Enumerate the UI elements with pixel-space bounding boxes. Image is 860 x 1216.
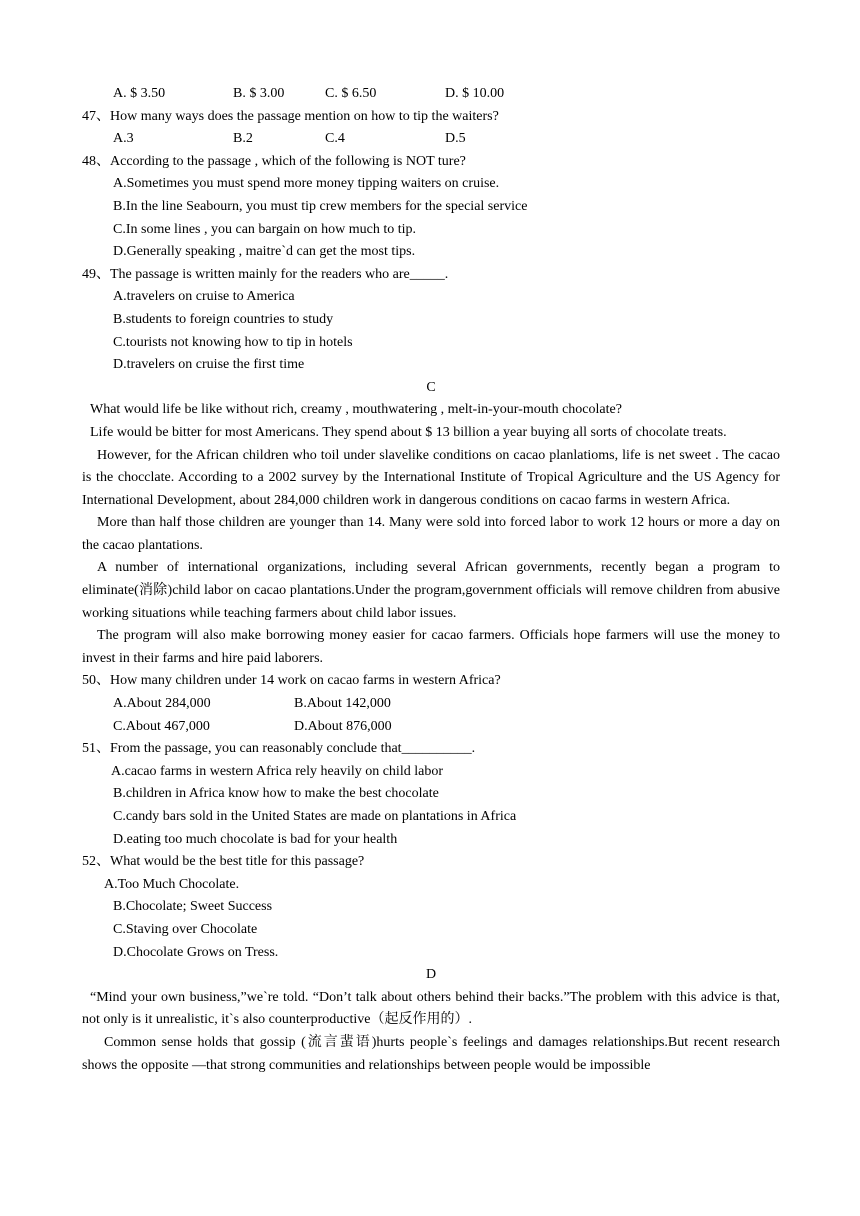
q50-stem: 50、How many children under 14 work on cacao farms in western Africa? xyxy=(82,673,501,689)
q50-option-d: D.About 876,000 xyxy=(294,718,392,734)
q46-options xyxy=(82,83,780,106)
q51-option-b: B.children in Africa know how to make the best chocolate xyxy=(113,786,439,802)
section-d-paragraph: Common sense holds that gossip (流言蜚语)hurts people`s feelings and damages relationships.But recent research shows the opposite —that strong communities and relationships between people would be impossible xyxy=(82,1034,780,1073)
q49-option-a: A.travelers on cruise to America xyxy=(113,289,295,305)
q49-option-d: D.travelers on cruise the first time xyxy=(113,357,305,373)
q47-option-b: B.2 xyxy=(233,131,253,147)
q50-option-b: B.About 142,000 xyxy=(294,696,391,712)
q48-option-b: B.In the line Seabourn, you must tip crew members for the special service xyxy=(113,198,528,214)
q46-option-d: D. $ 10.00 xyxy=(445,86,505,101)
section-c-paragraph: What would life be like without rich, creamy , mouthwatering , melt-in-your-mouth chocolate? xyxy=(90,402,622,418)
q46-option-a: A. $ 3.50 xyxy=(113,86,166,101)
section-c-paragraph: However, for the African children who toil under slavelike conditions on cacao planlatioms, life is net sweet . The cacao is the chocclate. According to a 2002 survey by the International Institute of Tropical Agriculture and the US Agency for International Development, about 284,000 children work in dangerous conditions on cacao farms in western Africa. xyxy=(82,447,780,508)
q48-option-a: A.Sometimes you must spend more money tipping waiters on cruise. xyxy=(113,176,500,192)
q47-stem: 47、How many ways does the passage mention on how to tip the waiters? xyxy=(82,108,499,124)
section-c-paragraph: The program will also make borrowing money easier for cacao farmers. Officials hope farmers will use the money to invest in their farms and hire paid laborers. xyxy=(82,628,780,666)
section-c-paragraph: A number of international organizations, including several African governments, recently began a program to eliminate(消除)child labor on cacao plantations.Under the program,government officials will remove children from abusive working situations while teaching farmers about child labor issues. xyxy=(82,560,780,621)
q52-option-b: B.Chocolate; Sweet Success xyxy=(113,899,273,915)
section-c-paragraph: More than half those children are younger than 14. Many were sold into forced labor to work 12 hours or more a day on the cacao plantations. xyxy=(82,515,780,553)
q51-option-d: D.eating too much chocolate is bad for your health xyxy=(113,831,398,847)
q47-option-a: A.3 xyxy=(113,131,134,147)
q46-option-c: C. $ 6.50 xyxy=(325,86,377,101)
q50-option-c: C.About 467,000 xyxy=(113,718,210,734)
section-c-paragraph: Life would be bitter for most Americans. They spend about $ 13 billion a year buying all sorts of chocolate treats. xyxy=(90,424,727,440)
section-d-heading: D xyxy=(425,967,437,983)
q50-options-row-1 xyxy=(82,693,780,716)
q48-option-c: C.In some lines , you can bargain on how much to tip. xyxy=(113,221,417,237)
q52-stem: 52、What would be the best title for this passage? xyxy=(82,854,365,870)
q49-stem: 49、The passage is written mainly for the readers who are_____. xyxy=(82,266,449,282)
q52-option-d: D.Chocolate Grows on Tress. xyxy=(113,944,279,960)
section-d-paragraph: “Mind your own business,”we`re told. “Don’t talk about others behind their backs.”The problem with this advice is that, not only is it unrealistic, it`s also counterproductive（起反作用的）. xyxy=(82,989,780,1028)
q51-option-c: C.candy bars sold in the United States are made on plantations in Africa xyxy=(113,809,517,824)
q47-option-d: D.5 xyxy=(445,131,466,147)
document-page xyxy=(82,83,780,1077)
q52-option-a: A.Too Much Chocolate. xyxy=(104,876,240,892)
q46-option-b: B. $ 3.00 xyxy=(233,86,285,101)
q51-stem: 51、From the passage, you can reasonably conclude that__________. xyxy=(82,741,476,757)
q51-option-a: A.cacao farms in western Africa rely heavily on child labor xyxy=(111,763,443,779)
q48-option-d: D.Generally speaking , maitre`d can get the most tips. xyxy=(113,244,416,260)
section-c-heading: C xyxy=(426,379,436,395)
q52-option-c: C.Staving over Chocolate xyxy=(113,921,258,937)
q47-options xyxy=(82,128,780,151)
q50-option-a: A.About 284,000 xyxy=(113,696,211,712)
q48-stem: 48、According to the passage , which of the following is NOT ture? xyxy=(82,153,466,169)
q49-option-b: B.students to foreign countries to study xyxy=(113,311,334,327)
q47-option-c: C.4 xyxy=(325,131,345,147)
q50-options-row-2 xyxy=(82,716,780,739)
q49-option-c: C.tourists not knowing how to tip in hotels xyxy=(113,334,353,350)
